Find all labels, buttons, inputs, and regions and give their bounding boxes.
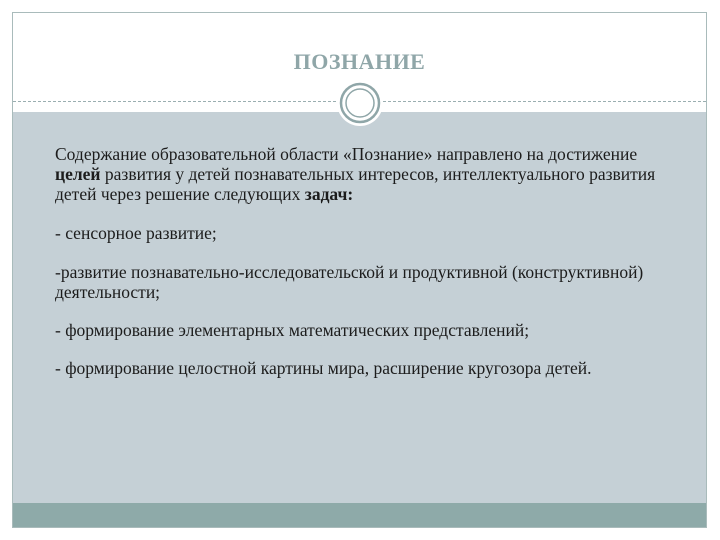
double-circle-icon (336, 79, 384, 127)
intro-bold-goals: целей (55, 164, 101, 184)
intro-text-2: развития у детей познавательных интересов, интеллектуального развития детей через решение следующих (55, 164, 656, 204)
intro-text-1: Содержание образовательной области «Познание» направлено на достижение (55, 144, 638, 164)
slide-body (55, 144, 680, 378)
footer-bar (13, 503, 706, 528)
slide (12, 12, 707, 528)
intro-paragraph (55, 144, 680, 204)
list-item: - сенсорное развитие; (55, 223, 217, 243)
list-item: -развитие познавательно-исследовательской и продуктивной (конструктивной) деятельности; (55, 262, 644, 302)
slide-title: ПОЗНАНИЕ (293, 49, 426, 74)
list-item: - формирование элементарных математических представлений; (55, 320, 530, 340)
intro-bold-tasks: задач: (304, 184, 354, 204)
list-item: - формирование целостной картины мира, расширение кругозора детей. (55, 358, 592, 378)
